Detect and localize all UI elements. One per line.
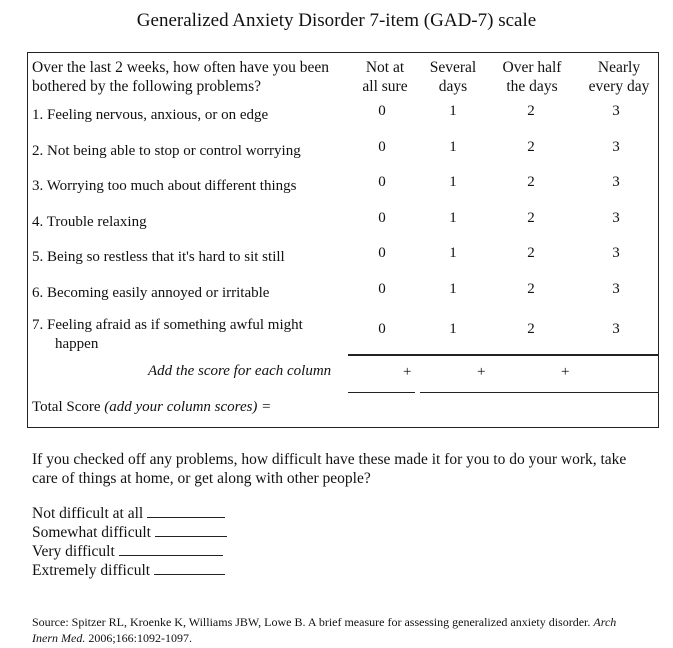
difficulty-question: If you checked off any problems, how difficult have these made it for you to do your work, take care of things at home, or get along with other people? [32, 451, 627, 487]
total-score-text: Total Score [32, 399, 105, 415]
score-option[interactable]: 3 [612, 281, 620, 297]
item-6-text: 6. Becoming easily annoyed or irritable [32, 285, 270, 301]
score-option[interactable]: 1 [449, 139, 457, 155]
score-option[interactable]: 0 [378, 174, 386, 190]
score-option[interactable]: 0 [378, 210, 386, 226]
score-option[interactable]: 3 [612, 245, 620, 261]
score-option[interactable]: 3 [612, 174, 620, 190]
difficulty-option-label: Extremely difficult [32, 562, 151, 579]
question-header [32, 58, 329, 96]
item-7-text-cont: happen [55, 336, 99, 352]
answer-blank[interactable] [147, 503, 225, 518]
score-option[interactable]: 2 [527, 103, 535, 119]
source-prefix: Source: Spitzer RL, Kroenke K, Williams JBW, Lowe B. A brief measure for assessing generalized anxiety disorder. [32, 615, 594, 629]
difficulty-option-label: Somewhat difficult [32, 524, 151, 541]
item-7-text: 7. Feeling afraid as if something awful might [32, 317, 303, 333]
difficulty-option-label: Not difficult at all [32, 505, 144, 522]
difficulty-option-not-difficult[interactable] [32, 503, 225, 523]
column-header-line1: Several [429, 59, 477, 76]
item-1-text: 1. Feeling nervous, anxious, or on edge [32, 107, 269, 123]
score-option[interactable]: 1 [449, 210, 457, 226]
item-4-text: 4. Trouble relaxing [32, 214, 147, 230]
column-header-line2: days [438, 78, 468, 95]
difficulty-option-extremely[interactable] [32, 560, 225, 580]
score-option[interactable]: 2 [527, 174, 535, 190]
source-suffix: 2006;166:1092-1097. [85, 631, 192, 645]
question-header-line1: Over the last 2 weeks, how often have you been [32, 59, 329, 76]
score-option[interactable]: 3 [612, 321, 620, 337]
page-title: Generalized Anxiety Disorder 7-item (GAD-7) scale [136, 10, 537, 31]
plus-sign-2: + [477, 364, 486, 380]
column-header-line2: every day [588, 78, 650, 95]
score-option[interactable]: 2 [527, 281, 535, 297]
source-citation [32, 614, 632, 646]
item-3-text: 3. Worrying too much about different things [32, 178, 297, 194]
column-total-blank-1[interactable] [348, 392, 415, 393]
score-option[interactable]: 2 [527, 321, 535, 337]
column-header-line1: Nearly [597, 59, 641, 76]
score-option[interactable]: 0 [378, 321, 386, 337]
difficulty-option-label: Very difficult [32, 543, 115, 560]
total-score-note: (add your column scores) = [104, 399, 272, 415]
source-journal: Arch Inern Med. [32, 615, 617, 645]
answer-blank[interactable] [155, 522, 227, 537]
column-header-several-days [418, 58, 488, 96]
column-header-line2: the days [506, 78, 558, 95]
score-option[interactable]: 2 [527, 210, 535, 226]
difficulty-option-very[interactable] [32, 541, 223, 561]
column-total-blank-2[interactable] [420, 392, 659, 393]
answer-blank[interactable] [119, 541, 223, 556]
column-header-nearly-every-day [580, 58, 658, 96]
question-header-line2: bothered by the following problems? [32, 78, 262, 95]
difficulty-option-somewhat[interactable] [32, 522, 227, 542]
column-header-line1: Over half [502, 59, 562, 76]
plus-sign-3: + [561, 364, 570, 380]
item-5-text: 5. Being so restless that it's hard to sit still [32, 249, 285, 265]
add-score-label: Add the score for each column [148, 363, 332, 379]
score-option[interactable]: 0 [378, 245, 386, 261]
score-option[interactable]: 1 [449, 281, 457, 297]
score-option[interactable]: 3 [612, 210, 620, 226]
column-header-line2: all sure [362, 78, 408, 95]
column-header-over-half [492, 58, 572, 96]
score-option[interactable]: 1 [449, 174, 457, 190]
score-option[interactable]: 0 [378, 103, 386, 119]
column-header-line1: Not at [365, 59, 405, 76]
score-option[interactable]: 3 [612, 103, 620, 119]
score-option[interactable]: 1 [449, 245, 457, 261]
score-option[interactable]: 1 [449, 321, 457, 337]
plus-sign-1: + [403, 364, 412, 380]
column-header-not-at-all [348, 58, 422, 96]
total-score-label [32, 399, 271, 416]
answer-blank[interactable] [154, 560, 225, 575]
score-option[interactable]: 2 [527, 245, 535, 261]
score-option[interactable]: 0 [378, 281, 386, 297]
score-option[interactable]: 2 [527, 139, 535, 155]
score-option[interactable]: 3 [612, 139, 620, 155]
item-2-text: 2. Not being able to stop or control worrying [32, 143, 301, 159]
column-sum-rule [348, 354, 659, 356]
score-option[interactable]: 0 [378, 139, 386, 155]
score-option[interactable]: 1 [449, 103, 457, 119]
